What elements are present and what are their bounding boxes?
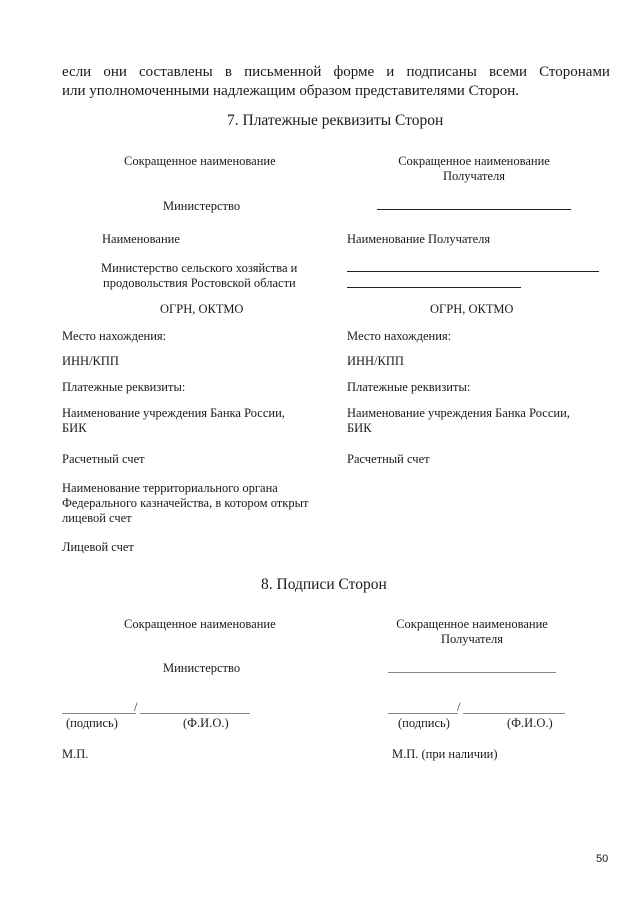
word: подписаны bbox=[406, 64, 477, 80]
word: в bbox=[224, 64, 232, 80]
left-treasury-label-2: Федерального казначейства, в котором открыт bbox=[62, 496, 309, 510]
right-fio-line bbox=[463, 713, 565, 714]
right-short-name-label-2: Получателя bbox=[442, 169, 506, 183]
right-bank-label-2: БИК bbox=[347, 421, 372, 435]
left-payment-label: Платежные реквизиты: bbox=[62, 380, 186, 394]
left-treasury-label-3: лицевой счет bbox=[62, 511, 132, 525]
left-personal-account-label: Лицевой счет bbox=[62, 540, 134, 554]
left-stamp-label: М.П. bbox=[62, 747, 89, 761]
left-name-value-1: Министерство сельского хозяйства и bbox=[101, 261, 298, 275]
left-fio-caption: (Ф.И.О.) bbox=[183, 716, 229, 730]
left-fio-line bbox=[140, 713, 250, 714]
sig-right-short-name-label-2: Получателя bbox=[440, 632, 504, 646]
right-name-label: Наименование Получателя bbox=[347, 232, 491, 246]
sig-left-short-name-label: Сокращенное наименование bbox=[124, 617, 276, 631]
left-short-name-label: Сокращенное наименование bbox=[124, 154, 276, 168]
left-account-label: Расчетный счет bbox=[62, 452, 145, 466]
left-signature-caption: (подпись) bbox=[66, 716, 118, 730]
left-short-name-value: Министерство bbox=[163, 199, 241, 213]
right-account-label: Расчетный счет bbox=[347, 452, 430, 466]
word: всеми bbox=[488, 64, 527, 80]
right-signature-slash: / bbox=[457, 700, 461, 714]
right-location-label: Место нахождения: bbox=[347, 329, 452, 343]
word: составлены bbox=[139, 64, 213, 80]
left-location-label: Место нахождения: bbox=[62, 329, 167, 343]
right-fio-caption: (Ф.И.О.) bbox=[507, 716, 553, 730]
right-ogrn-label: ОГРН, ОКТМО bbox=[430, 302, 514, 316]
left-bank-label-1: Наименование учреждения Банка России, bbox=[62, 406, 285, 420]
left-name-label: Наименование bbox=[102, 232, 180, 246]
left-bank-label-2: БИК bbox=[62, 421, 87, 435]
right-inn-label: ИНН/КПП bbox=[347, 354, 404, 368]
right-name-blank-2 bbox=[347, 287, 521, 288]
right-short-name-blank bbox=[377, 209, 571, 210]
right-payment-label: Платежные реквизиты: bbox=[347, 380, 471, 394]
left-name-value-2: продовольствия Ростовской области bbox=[103, 276, 296, 290]
word: форме bbox=[333, 64, 375, 80]
section-7-heading: 7. Платежные реквизиты Сторон bbox=[227, 112, 444, 129]
word: письменной bbox=[244, 64, 322, 80]
right-signature-line bbox=[388, 713, 458, 714]
word: и bbox=[386, 64, 395, 80]
section-8-heading: 8. Подписи Сторон bbox=[261, 576, 387, 593]
sig-left-short-name-value: Министерство bbox=[163, 661, 241, 675]
right-short-name-label: Сокращенное наименование bbox=[398, 154, 550, 168]
right-stamp-label: М.П. (при наличии) bbox=[392, 747, 498, 761]
word: они bbox=[103, 64, 127, 80]
word: Сторонами bbox=[539, 64, 610, 80]
left-signature-line bbox=[62, 713, 136, 714]
sig-right-short-name-label: Сокращенное наименование bbox=[396, 617, 548, 631]
right-bank-label-1: Наименование учреждения Банка России, bbox=[347, 406, 570, 420]
left-treasury-label-1: Наименование территориального органа bbox=[62, 481, 278, 495]
left-ogrn-label: ОГРН, ОКТМО bbox=[160, 302, 244, 316]
right-signature-caption: (подпись) bbox=[398, 716, 450, 730]
intro-line-1 bbox=[62, 63, 610, 81]
intro-line-2: или уполномоченными надлежащим образом представителями Сторон. bbox=[62, 83, 520, 99]
sig-right-short-name-blank bbox=[388, 672, 556, 673]
word: если bbox=[62, 64, 92, 80]
left-signature-slash: / bbox=[134, 700, 138, 714]
left-inn-label: ИНН/КПП bbox=[62, 354, 119, 368]
right-name-blank-1 bbox=[347, 271, 599, 272]
page-number: 50 bbox=[596, 853, 609, 865]
